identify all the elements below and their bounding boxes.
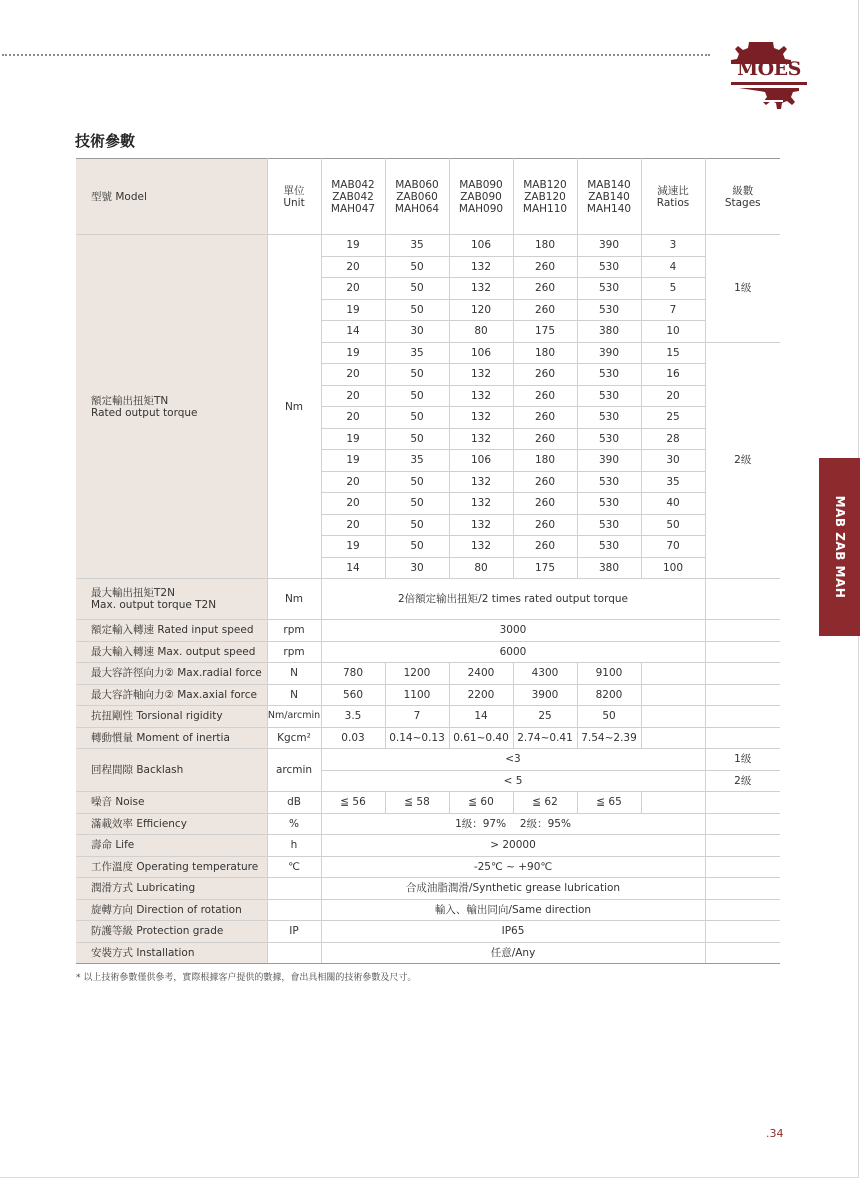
cell-text-line: 單位 bbox=[283, 184, 305, 197]
header-model: 型號 Model bbox=[76, 159, 267, 235]
table-cell: Kgcm² bbox=[267, 727, 321, 749]
cell-text-line: ZAB090 bbox=[460, 190, 502, 203]
table-cell: 3 bbox=[641, 235, 705, 257]
table-cell: 工作溫度 Operating temperature bbox=[76, 856, 267, 878]
table-cell: 3900 bbox=[513, 684, 577, 706]
table-cell: 滿載效率 Efficiency bbox=[76, 813, 267, 835]
protection-row bbox=[76, 921, 780, 943]
table-cell: 106 bbox=[449, 235, 513, 257]
table-cell: % bbox=[267, 813, 321, 835]
table-cell: 132 bbox=[449, 256, 513, 278]
table-cell: 旋轉方向 Direction of rotation bbox=[76, 899, 267, 921]
table-cell bbox=[641, 727, 705, 749]
table-cell: 530 bbox=[577, 256, 641, 278]
table-cell: 50 bbox=[385, 385, 449, 407]
table-cell: 壽命 Life bbox=[76, 835, 267, 857]
table-cell bbox=[641, 706, 705, 728]
table-cell: 安裝方式 Installation bbox=[76, 942, 267, 964]
table-cell bbox=[705, 813, 780, 835]
table-cell: 0.03 bbox=[321, 727, 385, 749]
table-cell: 560 bbox=[321, 684, 385, 706]
table-cell: 19 bbox=[321, 342, 385, 364]
table-cell bbox=[705, 792, 780, 814]
table-cell: 2200 bbox=[449, 684, 513, 706]
table-cell: 14 bbox=[321, 321, 385, 343]
table-cell: 175 bbox=[513, 321, 577, 343]
rigidity-row bbox=[76, 706, 780, 728]
dotted-rule bbox=[2, 54, 710, 56]
cell-text-line: MAH140 bbox=[586, 202, 632, 215]
table-cell bbox=[705, 878, 780, 900]
cell-text-line: ZAB140 bbox=[588, 190, 630, 203]
table-cell: 390 bbox=[577, 235, 641, 257]
table-cell: 35 bbox=[385, 342, 449, 364]
table-cell: < 5 bbox=[321, 770, 705, 792]
table-cell: 35 bbox=[641, 471, 705, 493]
table-cell: 132 bbox=[449, 428, 513, 450]
header-model-col bbox=[513, 159, 577, 235]
table-cell: 50 bbox=[385, 407, 449, 429]
table-cell: 530 bbox=[577, 407, 641, 429]
table-cell: 50 bbox=[385, 471, 449, 493]
lubricating-row bbox=[76, 878, 780, 900]
table-cell: 額定輸入轉速 Rated input speed bbox=[76, 620, 267, 642]
table-cell: 1200 bbox=[385, 663, 449, 685]
table-cell: 28 bbox=[641, 428, 705, 450]
installation-row bbox=[76, 942, 780, 964]
table-cell: 0.61~0.40 bbox=[449, 727, 513, 749]
table-cell: 7.54~2.39 bbox=[577, 727, 641, 749]
table-cell: 任意/Any bbox=[321, 942, 705, 964]
table-cell: -25℃ ~ +90℃ bbox=[321, 856, 705, 878]
table-cell: 19 bbox=[321, 450, 385, 472]
page-title: 技術參數 bbox=[75, 132, 136, 150]
table-cell: 9100 bbox=[577, 663, 641, 685]
cell-text-line: Max. output torque T2N bbox=[91, 599, 217, 611]
table-cell bbox=[705, 835, 780, 857]
table-cell: 8200 bbox=[577, 684, 641, 706]
table-cell: 30 bbox=[385, 557, 449, 579]
table-cell bbox=[641, 792, 705, 814]
table-cell: 530 bbox=[577, 536, 641, 558]
cell-text-line: ZAB120 bbox=[524, 190, 566, 203]
table-cell bbox=[267, 942, 321, 964]
table-cell: 132 bbox=[449, 536, 513, 558]
table-cell bbox=[705, 706, 780, 728]
header-model-col bbox=[449, 159, 513, 235]
table-cell: 260 bbox=[513, 471, 577, 493]
table-cell: rpm bbox=[267, 641, 321, 663]
stage-1-cell: 1级 bbox=[705, 235, 780, 343]
table-cell: 50 bbox=[385, 278, 449, 300]
table-cell: 20 bbox=[321, 364, 385, 386]
table-cell: ≦ 58 bbox=[385, 792, 449, 814]
table-cell: ≦ 65 bbox=[577, 792, 641, 814]
table-cell: 530 bbox=[577, 278, 641, 300]
table-cell: 260 bbox=[513, 278, 577, 300]
header-stages bbox=[705, 159, 780, 235]
max-torque-label bbox=[76, 579, 267, 620]
table-cell bbox=[641, 663, 705, 685]
cell-text-line: MAH110 bbox=[522, 202, 568, 215]
table-cell: 35 bbox=[385, 235, 449, 257]
table-cell: <3 bbox=[321, 749, 705, 771]
table-cell: 5 bbox=[641, 278, 705, 300]
table-cell: 260 bbox=[513, 428, 577, 450]
table-cell: ≦ 60 bbox=[449, 792, 513, 814]
table-cell: 10 bbox=[641, 321, 705, 343]
table-cell: 25 bbox=[513, 706, 577, 728]
table-cell: 175 bbox=[513, 557, 577, 579]
table-cell: 390 bbox=[577, 342, 641, 364]
table-cell: rpm bbox=[267, 620, 321, 642]
table-cell: 19 bbox=[321, 235, 385, 257]
torque-unit: Nm bbox=[267, 235, 321, 579]
table-cell: 最大輸入轉速 Max. output speed bbox=[76, 641, 267, 663]
table-cell bbox=[705, 579, 780, 620]
brand-logo-text: MOES bbox=[737, 58, 801, 80]
table-cell: 3000 bbox=[321, 620, 705, 642]
radial-force-row bbox=[76, 663, 780, 685]
table-cell: IP65 bbox=[321, 921, 705, 943]
table-cell: 19 bbox=[321, 428, 385, 450]
table-cell bbox=[705, 620, 780, 642]
cell-text-line: 額定輸出扭矩TN bbox=[91, 394, 169, 407]
table-cell: N bbox=[267, 663, 321, 685]
table-cell: 回程間隙 Backlash bbox=[76, 749, 267, 792]
cell-text-line: Stages bbox=[724, 196, 761, 209]
table-cell: 14 bbox=[449, 706, 513, 728]
header-model-col bbox=[577, 159, 641, 235]
stage-2-cell: 2级 bbox=[705, 342, 780, 579]
table-cell bbox=[705, 921, 780, 943]
table-cell: 180 bbox=[513, 450, 577, 472]
side-tab-label: MAB ZAB MAH bbox=[832, 495, 847, 599]
cell-text-line: MAB060 bbox=[395, 178, 439, 191]
side-tab bbox=[819, 458, 860, 636]
table-cell: 14 bbox=[321, 557, 385, 579]
table-cell: ≦ 62 bbox=[513, 792, 577, 814]
table-cell: 20 bbox=[321, 493, 385, 515]
table-cell: 390 bbox=[577, 450, 641, 472]
cell-text-line: MAB090 bbox=[459, 178, 503, 191]
table-cell: 7 bbox=[385, 706, 449, 728]
table-cell: 260 bbox=[513, 536, 577, 558]
table-cell: 19 bbox=[321, 299, 385, 321]
table-cell: 20 bbox=[641, 385, 705, 407]
table-cell: 260 bbox=[513, 514, 577, 536]
table-cell: 780 bbox=[321, 663, 385, 685]
table-cell: > 20000 bbox=[321, 835, 705, 857]
table-cell: 20 bbox=[321, 407, 385, 429]
temperature-row bbox=[76, 856, 780, 878]
table-cell: 4300 bbox=[513, 663, 577, 685]
cell-text-line: 級數 bbox=[732, 184, 754, 197]
table-cell: 132 bbox=[449, 471, 513, 493]
table-cell: 7 bbox=[641, 299, 705, 321]
footnote: * 以上技術參數僅供參考，實際根據客户提供的數據，會出具相關的技術參數及尺寸。 bbox=[76, 973, 417, 983]
table-cell: 132 bbox=[449, 493, 513, 515]
table-cell: 120 bbox=[449, 299, 513, 321]
table-cell: 20 bbox=[321, 471, 385, 493]
table-cell bbox=[705, 727, 780, 749]
table-cell: 防護等級 Protection grade bbox=[76, 921, 267, 943]
table-cell: 50 bbox=[385, 536, 449, 558]
table-cell bbox=[705, 641, 780, 663]
table-cell: 合成油脂潤滑/Synthetic grease lubrication bbox=[321, 878, 705, 900]
table-cell: 16 bbox=[641, 364, 705, 386]
inertia-row bbox=[76, 727, 780, 749]
table-cell: 噪音 Noise bbox=[76, 792, 267, 814]
table-cell: 260 bbox=[513, 493, 577, 515]
table-cell bbox=[705, 663, 780, 685]
table-cell: 19 bbox=[321, 536, 385, 558]
table-cell: 530 bbox=[577, 428, 641, 450]
table-cell: 180 bbox=[513, 342, 577, 364]
cell-text-line: MAB042 bbox=[331, 178, 375, 191]
table-cell bbox=[641, 684, 705, 706]
table-cell: arcmin bbox=[267, 749, 321, 792]
table-cell: 40 bbox=[641, 493, 705, 515]
table-cell: 1100 bbox=[385, 684, 449, 706]
cell-text-line: MAH064 bbox=[394, 202, 440, 215]
table-cell: 50 bbox=[577, 706, 641, 728]
table-cell: 70 bbox=[641, 536, 705, 558]
table-cell: 最大容許軸向力② Max.axial force bbox=[76, 684, 267, 706]
cell-text-line: 最大輸出扭矩T2N bbox=[91, 587, 175, 599]
axial-force-row bbox=[76, 684, 780, 706]
table-cell: 50 bbox=[385, 493, 449, 515]
table-cell bbox=[705, 856, 780, 878]
noise-row bbox=[76, 792, 780, 814]
table-cell: 35 bbox=[385, 450, 449, 472]
table-cell: 132 bbox=[449, 278, 513, 300]
table-cell: 530 bbox=[577, 493, 641, 515]
table-cell: 輸入、輸出同向/Same direction bbox=[321, 899, 705, 921]
cell-text-line: MAH047 bbox=[330, 202, 376, 215]
page-number: .34 bbox=[766, 1127, 784, 1140]
table-row bbox=[76, 235, 780, 257]
table-cell: ℃ bbox=[267, 856, 321, 878]
table-cell: 20 bbox=[321, 278, 385, 300]
table-cell: 260 bbox=[513, 407, 577, 429]
rotation-row bbox=[76, 899, 780, 921]
header-model-col bbox=[385, 159, 449, 235]
table-cell: 2级 bbox=[705, 770, 780, 792]
table-cell: 30 bbox=[385, 321, 449, 343]
table-cell: 50 bbox=[641, 514, 705, 536]
table-cell: 抗扭剛性 Torsional rigidity bbox=[76, 706, 267, 728]
table-cell: 20 bbox=[321, 514, 385, 536]
table-cell: 3.5 bbox=[321, 706, 385, 728]
table-cell: 260 bbox=[513, 385, 577, 407]
backlash-row bbox=[76, 749, 780, 771]
table-cell: 80 bbox=[449, 557, 513, 579]
table-cell: 106 bbox=[449, 342, 513, 364]
table-cell: Nm/arcmin bbox=[267, 706, 321, 728]
table-cell: 30 bbox=[641, 450, 705, 472]
table-cell: 50 bbox=[385, 299, 449, 321]
table-cell: 106 bbox=[449, 450, 513, 472]
header-row bbox=[76, 159, 780, 235]
table-cell: N bbox=[267, 684, 321, 706]
table-cell: 15 bbox=[641, 342, 705, 364]
table-cell: 380 bbox=[577, 557, 641, 579]
cell-text-line: ZAB060 bbox=[396, 190, 438, 203]
max-speed-row bbox=[76, 641, 780, 663]
table-cell: 0.14~0.13 bbox=[385, 727, 449, 749]
spec-table bbox=[76, 158, 780, 964]
header-ratios bbox=[641, 159, 705, 235]
table-cell bbox=[267, 878, 321, 900]
table-cell: 1级 bbox=[705, 749, 780, 771]
table-cell: 最大容許徑向力② Max.radial force bbox=[76, 663, 267, 685]
table-cell bbox=[705, 899, 780, 921]
table-cell: 6000 bbox=[321, 641, 705, 663]
table-cell: 132 bbox=[449, 385, 513, 407]
max-torque-value: 2倍額定输出扭矩/2 times rated output torque bbox=[321, 579, 705, 620]
cell-text-line: ZAB042 bbox=[332, 190, 374, 203]
header-model-col bbox=[321, 159, 385, 235]
table-cell: 180 bbox=[513, 235, 577, 257]
cell-text-line: Ratios bbox=[656, 196, 690, 209]
table-cell bbox=[705, 684, 780, 706]
table-cell: 132 bbox=[449, 407, 513, 429]
table-cell: 100 bbox=[641, 557, 705, 579]
cell-text-line: Rated output torque bbox=[91, 406, 198, 419]
table-cell: 20 bbox=[321, 256, 385, 278]
table-cell: 2400 bbox=[449, 663, 513, 685]
max-torque-row bbox=[76, 579, 780, 620]
cell-text-line: MAB140 bbox=[587, 178, 631, 191]
cell-text-line: MAH090 bbox=[458, 202, 504, 215]
table-cell: 4 bbox=[641, 256, 705, 278]
table-cell: 260 bbox=[513, 256, 577, 278]
table-cell: 530 bbox=[577, 385, 641, 407]
table-cell: 50 bbox=[385, 514, 449, 536]
life-row bbox=[76, 835, 780, 857]
cell-text-line: 減速比 bbox=[657, 184, 689, 197]
table-cell: 530 bbox=[577, 364, 641, 386]
table-cell: 50 bbox=[385, 364, 449, 386]
table-cell: 20 bbox=[321, 385, 385, 407]
table-cell: 530 bbox=[577, 471, 641, 493]
table-cell: 260 bbox=[513, 299, 577, 321]
table-cell: 132 bbox=[449, 514, 513, 536]
table-cell: 1级：97% 2级：95% bbox=[321, 813, 705, 835]
table-cell: 260 bbox=[513, 364, 577, 386]
rated-speed-row bbox=[76, 620, 780, 642]
table-cell: 530 bbox=[577, 299, 641, 321]
table-cell: 80 bbox=[449, 321, 513, 343]
table-cell: 50 bbox=[385, 428, 449, 450]
table-cell: IP bbox=[267, 921, 321, 943]
table-cell: ≦ 56 bbox=[321, 792, 385, 814]
table-cell: 轉動慣量 Moment of inertia bbox=[76, 727, 267, 749]
efficiency-row bbox=[76, 813, 780, 835]
table-cell: Nm bbox=[267, 579, 321, 620]
table-cell: dB bbox=[267, 792, 321, 814]
table-cell: 25 bbox=[641, 407, 705, 429]
table-cell bbox=[267, 899, 321, 921]
cell-text-line: Unit bbox=[283, 196, 305, 209]
table-cell: 132 bbox=[449, 364, 513, 386]
table-cell: 380 bbox=[577, 321, 641, 343]
table-cell bbox=[705, 942, 780, 964]
torque-label bbox=[76, 235, 267, 579]
header-unit bbox=[267, 159, 321, 235]
table-cell: h bbox=[267, 835, 321, 857]
table-cell: 2.74~0.41 bbox=[513, 727, 577, 749]
table-cell: 50 bbox=[385, 256, 449, 278]
table-cell: 潤滑方式 Lubricating bbox=[76, 878, 267, 900]
table-cell: 530 bbox=[577, 514, 641, 536]
cell-text-line: MAB120 bbox=[523, 178, 567, 191]
